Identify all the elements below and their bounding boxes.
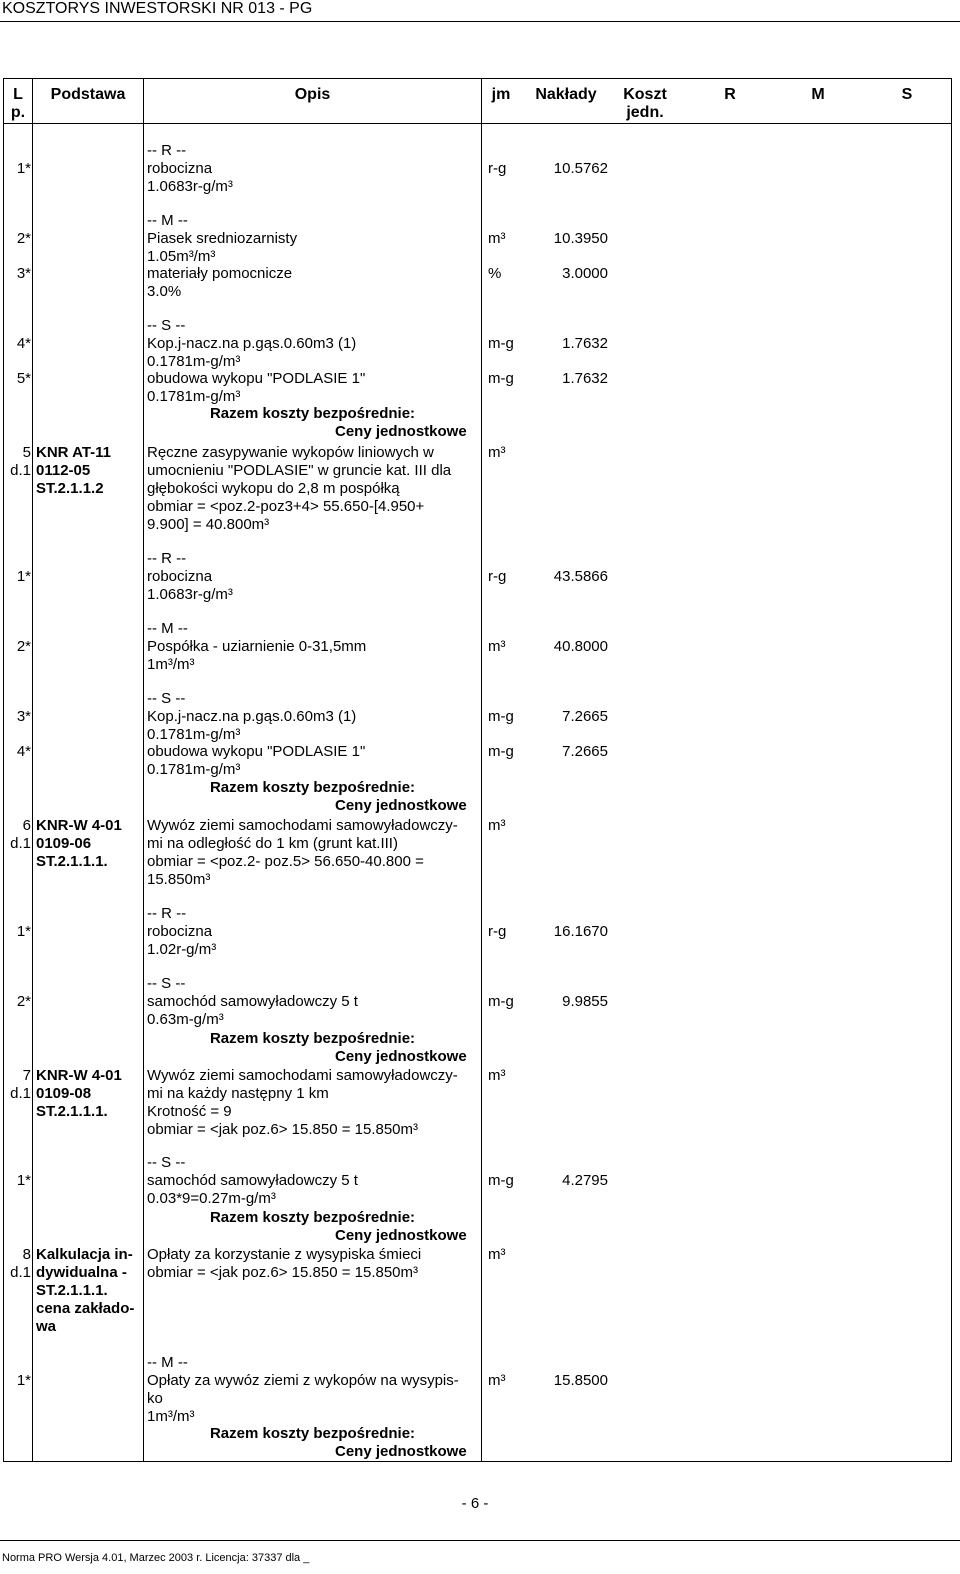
position-description-line: Krotność = 9 bbox=[147, 1103, 232, 1120]
cost-table bbox=[3, 78, 952, 1462]
resource-line: 0.63m-g/m³ bbox=[147, 1011, 224, 1028]
page-number: - 6 - bbox=[461, 1495, 489, 1512]
resource-line: 0.1781m-g/m³ bbox=[147, 353, 241, 370]
resource-line: -- M -- bbox=[147, 620, 188, 637]
header-koszt: Koszt jedn. bbox=[623, 86, 667, 121]
position-basis-line: 0109-08 bbox=[36, 1085, 92, 1102]
resource-line: -- R -- bbox=[147, 142, 187, 159]
resource-line: 1.0683r-g/m³ bbox=[147, 178, 233, 195]
position-basis-line: 0109-06 bbox=[36, 835, 92, 852]
position-description-line: Ręczne zasypywanie wykopów liniowych w bbox=[147, 444, 434, 461]
row-unit: r-g bbox=[488, 568, 507, 585]
razem-label: Razem koszty bezpośrednie: bbox=[209, 1209, 416, 1226]
position-basis-line: wa bbox=[36, 1318, 57, 1335]
row-unit: m³ bbox=[488, 817, 506, 834]
footer-text: Norma PRO Wersja 4.01, Marzec 2003 r. Licencja: 37337 dla _ bbox=[2, 1552, 310, 1564]
row-unit: m-g bbox=[488, 743, 514, 760]
header-s: S bbox=[901, 86, 913, 103]
row-quantity: 7.2665 bbox=[562, 743, 608, 760]
resource-line: 1.05m³/m³ bbox=[147, 248, 216, 265]
resource-line: 0.1781m-g/m³ bbox=[147, 761, 241, 778]
resource-line: Kop.j-nacz.na p.gąs.0.60m3 (1) bbox=[147, 335, 357, 352]
resource-line: materiały pomocnicze bbox=[147, 265, 293, 282]
row-quantity: 10.3950 bbox=[553, 230, 608, 247]
row-lp: 1* bbox=[16, 923, 31, 940]
row-lp: 2* bbox=[16, 230, 31, 247]
header-jm: jm bbox=[491, 86, 511, 103]
position-description-line: obmiar = <poz.2-poz3+4> 55.650-[4.950+ bbox=[147, 498, 425, 515]
header-rule bbox=[0, 21, 960, 22]
header-m: M bbox=[811, 86, 825, 103]
row-lp: 4* bbox=[16, 743, 31, 760]
row-unit: % bbox=[488, 265, 502, 282]
position-description-line: głębokości wykopu do 2,8 m pospółką bbox=[147, 480, 400, 497]
ceny-label: Ceny jednostkowe bbox=[335, 1443, 467, 1460]
resource-line: 1m³/m³ bbox=[147, 1408, 195, 1425]
resource-line: -- M -- bbox=[147, 212, 188, 229]
position-basis-line: 0112-05 bbox=[36, 462, 91, 479]
row-unit: r-g bbox=[488, 923, 507, 940]
row-lp: 1* bbox=[16, 568, 31, 585]
row-lp: 4* bbox=[16, 335, 31, 352]
row-unit: m-g bbox=[488, 708, 514, 725]
resource-line: 1m³/m³ bbox=[147, 656, 195, 673]
position-description-line: obmiar = <jak poz.6> 15.850 = 15.850m³ bbox=[147, 1121, 419, 1138]
resource-line: -- S -- bbox=[147, 1154, 186, 1171]
razem-label: Razem koszty bezpośrednie: bbox=[209, 1030, 416, 1047]
row-quantity: 3.0000 bbox=[562, 265, 608, 282]
row-quantity: 43.5866 bbox=[553, 568, 608, 585]
row-unit: r-g bbox=[488, 160, 507, 177]
position-sub: d.1 bbox=[10, 835, 31, 852]
row-lp: 3* bbox=[16, 265, 31, 282]
row-unit: m³ bbox=[488, 444, 506, 461]
razem-label: Razem koszty bezpośrednie: bbox=[209, 779, 416, 796]
resource-line: Piasek sredniozarnisty bbox=[147, 230, 298, 247]
resource-line: ko bbox=[147, 1390, 163, 1407]
resource-line: robocizna bbox=[147, 568, 213, 585]
row-quantity: 7.2665 bbox=[562, 708, 608, 725]
col-divider bbox=[481, 78, 482, 1462]
row-lp: 1* bbox=[16, 160, 31, 177]
row-unit: m-g bbox=[488, 1172, 514, 1189]
row-lp: 1* bbox=[16, 1172, 31, 1189]
position-description-line: umocnieniu "PODLASIE" w gruncie kat. III dla bbox=[147, 462, 452, 479]
row-quantity: 40.8000 bbox=[553, 638, 608, 655]
position-number: 8 bbox=[22, 1246, 31, 1263]
row-unit: m³ bbox=[488, 1246, 506, 1263]
footer-rule bbox=[0, 1540, 960, 1541]
header-naklady: Nakłady bbox=[535, 86, 597, 103]
row-unit: m-g bbox=[488, 370, 514, 387]
resource-line: 0.1781m-g/m³ bbox=[147, 388, 241, 405]
ceny-label: Ceny jednostkowe bbox=[335, 1227, 467, 1244]
position-description-line: obmiar = <poz.2- poz.5> 56.650-40.800 = bbox=[147, 853, 424, 870]
row-quantity: 4.2795 bbox=[562, 1172, 608, 1189]
position-number: 6 bbox=[22, 817, 31, 834]
resource-line: 1.0683r-g/m³ bbox=[147, 586, 233, 603]
resource-line: obudowa wykopu "PODLASIE 1" bbox=[147, 743, 366, 760]
table-header-rule bbox=[3, 123, 952, 124]
row-unit: m³ bbox=[488, 1067, 506, 1084]
resource-line: samochód samowyładowczy 5 t bbox=[147, 1172, 358, 1189]
position-basis-line: KNR-W 4-01 bbox=[36, 817, 122, 834]
resource-line: robocizna bbox=[147, 160, 213, 177]
resource-line: robocizna bbox=[147, 923, 213, 940]
position-description-line: Wywóz ziemi samochodami samowyładowczy- bbox=[147, 817, 458, 834]
col-divider bbox=[143, 78, 144, 1462]
position-description-line: mi na odległość do 1 km (grunt kat.III) bbox=[147, 835, 398, 852]
resource-line: -- S -- bbox=[147, 690, 186, 707]
ceny-label: Ceny jednostkowe bbox=[335, 423, 467, 440]
row-unit: m³ bbox=[488, 638, 506, 655]
header-lp: L p. bbox=[10, 86, 26, 121]
position-basis-line: ST.2.1.1.2 bbox=[36, 480, 104, 497]
resource-line: 3.0% bbox=[147, 283, 182, 300]
position-basis-line: ST.2.1.1.1. bbox=[36, 853, 108, 870]
resource-line: -- R -- bbox=[147, 905, 187, 922]
resource-line: -- S -- bbox=[147, 317, 186, 334]
row-lp: 3* bbox=[16, 708, 31, 725]
row-lp: 5* bbox=[16, 370, 31, 387]
position-description-line: 15.850m³ bbox=[147, 871, 211, 888]
resource-line: Kop.j-nacz.na p.gąs.0.60m3 (1) bbox=[147, 708, 357, 725]
position-description-line: obmiar = <jak poz.6> 15.850 = 15.850m³ bbox=[147, 1264, 419, 1281]
row-lp: 1* bbox=[16, 1372, 31, 1389]
row-quantity: 10.5762 bbox=[553, 160, 608, 177]
position-basis-line: Kalkulacja in- bbox=[36, 1246, 133, 1263]
position-sub: d.1 bbox=[10, 1085, 31, 1102]
ceny-label: Ceny jednostkowe bbox=[335, 797, 467, 814]
position-description-line: mi na każdy następny 1 km bbox=[147, 1085, 329, 1102]
position-number: 7 bbox=[22, 1067, 31, 1084]
position-basis-line: ST.2.1.1.1. bbox=[36, 1282, 108, 1299]
header-podstawa: Podstawa bbox=[50, 86, 126, 103]
resource-line: 1.02r-g/m³ bbox=[147, 941, 217, 958]
row-quantity: 1.7632 bbox=[562, 335, 608, 352]
row-unit: m³ bbox=[488, 1372, 506, 1389]
position-sub: d.1 bbox=[10, 462, 31, 479]
resource-line: -- M -- bbox=[147, 1354, 188, 1371]
position-number: 5 bbox=[22, 444, 31, 461]
position-description-line: Opłaty za korzystanie z wysypiska śmieci bbox=[147, 1246, 422, 1263]
resource-line: -- R -- bbox=[147, 550, 187, 567]
resource-line: -- S -- bbox=[147, 975, 186, 992]
razem-label: Razem koszty bezpośrednie: bbox=[209, 1425, 416, 1442]
row-unit: m-g bbox=[488, 335, 514, 352]
row-unit: m³ bbox=[488, 230, 506, 247]
position-description-line: 9.900] = 40.800m³ bbox=[147, 516, 270, 533]
col-divider bbox=[32, 78, 33, 1462]
resource-line: Opłaty za wywóz ziemi z wykopów na wysypis- bbox=[147, 1372, 459, 1389]
position-basis-line: KNR AT-11 bbox=[36, 444, 112, 461]
header-opis: Opis bbox=[294, 86, 331, 103]
row-lp: 2* bbox=[16, 638, 31, 655]
row-quantity: 9.9855 bbox=[562, 993, 608, 1010]
resource-line: 0.03*9=0.27m-g/m³ bbox=[147, 1190, 276, 1207]
position-basis-line: KNR-W 4-01 bbox=[36, 1067, 122, 1084]
document-title: KOSZTORYS INWESTORSKI NR 013 - PG bbox=[2, 0, 313, 17]
position-basis-line: ST.2.1.1.1. bbox=[36, 1103, 108, 1120]
resource-line: obudowa wykopu "PODLASIE 1" bbox=[147, 370, 366, 387]
razem-label: Razem koszty bezpośrednie: bbox=[209, 405, 416, 422]
resource-line: 0.1781m-g/m³ bbox=[147, 726, 241, 743]
ceny-label: Ceny jednostkowe bbox=[335, 1048, 467, 1065]
row-unit: m-g bbox=[488, 993, 514, 1010]
position-basis-line: cena zakłado- bbox=[36, 1300, 135, 1317]
row-quantity: 1.7632 bbox=[562, 370, 608, 387]
position-sub: d.1 bbox=[10, 1264, 31, 1281]
position-description-line: Wywóz ziemi samochodami samowyładowczy- bbox=[147, 1067, 458, 1084]
resource-line: Pospółka - uziarnienie 0-31,5mm bbox=[147, 638, 367, 655]
position-basis-line: dywidualna - bbox=[36, 1264, 127, 1281]
row-lp: 2* bbox=[16, 993, 31, 1010]
header-r: R bbox=[724, 86, 736, 103]
row-quantity: 15.8500 bbox=[553, 1372, 608, 1389]
row-quantity: 16.1670 bbox=[553, 923, 608, 940]
resource-line: samochód samowyładowczy 5 t bbox=[147, 993, 358, 1010]
